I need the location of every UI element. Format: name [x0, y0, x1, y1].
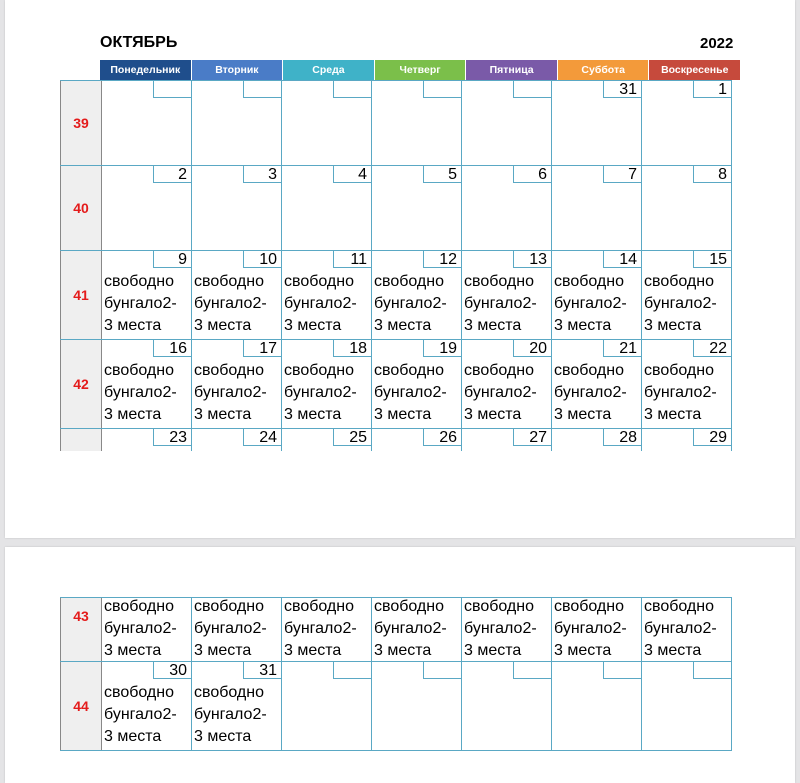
day-cell[interactable]	[462, 251, 552, 339]
availability-note: свободно бунгало2- 3 места	[284, 273, 357, 334]
day-number: 7	[603, 166, 641, 183]
day-cell[interactable]	[102, 662, 192, 750]
availability-note: свободно бунгало2- 3 места	[374, 273, 447, 334]
availability-note: свободно бунгало2- 3 места	[374, 362, 447, 423]
day-cell[interactable]	[372, 166, 462, 250]
day-number	[333, 81, 371, 98]
day-number: 28	[603, 429, 641, 446]
day-cell[interactable]	[462, 340, 552, 428]
day-number: 21	[603, 340, 641, 357]
day-cell[interactable]	[282, 251, 372, 339]
availability-note: свободно бунгало2- 3 места	[104, 273, 177, 334]
availability-note: свободно бунгало2- 3 места	[104, 684, 177, 745]
day-cell[interactable]	[372, 81, 462, 165]
availability-note: свободно бунгало2- 3 места	[464, 273, 537, 334]
day-number	[243, 81, 281, 98]
availability-note: свободно бунгало2- 3 места	[194, 362, 267, 423]
day-number: 6	[513, 166, 551, 183]
day-number	[423, 81, 461, 98]
availability-note: свободно бунгало2- 3 места	[554, 598, 627, 659]
weekday-header-cell: Среда	[282, 60, 374, 80]
availability-note: свободно бунгало2- 3 места	[644, 362, 717, 423]
day-cell[interactable]	[552, 340, 642, 428]
day-cell[interactable]	[462, 662, 552, 750]
day-cell[interactable]	[192, 251, 282, 339]
availability-note: свободно бунгало2- 3 места	[554, 362, 627, 423]
day-cell[interactable]	[192, 662, 282, 750]
week-row	[60, 165, 732, 250]
day-number: 5	[423, 166, 461, 183]
day-number: 31	[243, 662, 281, 679]
day-cell[interactable]	[462, 81, 552, 165]
week-number-cell	[60, 598, 102, 661]
availability-note: свободно бунгало2- 3 места	[464, 598, 537, 659]
weekday-header-cell: Четверг	[374, 60, 466, 80]
day-cell[interactable]	[642, 662, 732, 750]
year-title: 2022	[700, 35, 734, 52]
weekday-header-cell: Воскресенье	[648, 60, 740, 80]
day-number: 11	[333, 251, 371, 268]
availability-note: свободно бунгало2- 3 места	[464, 362, 537, 423]
calendar-page-2	[5, 547, 795, 783]
availability-note: свободно бунгало2- 3 места	[374, 598, 447, 659]
day-number: 15	[693, 251, 731, 268]
day-cell[interactable]	[102, 81, 192, 165]
week-number-cell	[60, 340, 102, 428]
availability-note: свободно бунгало2- 3 места	[194, 684, 267, 745]
day-cell[interactable]	[192, 81, 282, 165]
day-number: 29	[693, 429, 731, 446]
day-number: 10	[243, 251, 281, 268]
week-row	[60, 339, 732, 428]
week-number-cell	[60, 166, 102, 250]
availability-note: свободно бунгало2- 3 места	[554, 273, 627, 334]
day-cell[interactable]	[462, 598, 552, 661]
day-number: 18	[333, 340, 371, 357]
day-number	[513, 81, 551, 98]
week-number: 39	[73, 115, 89, 131]
day-cell[interactable]	[192, 166, 282, 250]
day-cell[interactable]	[372, 662, 462, 750]
day-cell[interactable]	[372, 340, 462, 428]
availability-note: свободно бунгало2- 3 места	[284, 598, 357, 659]
week-number: 41	[73, 287, 89, 303]
availability-note: свободно бунгало2- 3 места	[104, 598, 177, 659]
day-number: 20	[513, 340, 551, 357]
day-cell[interactable]	[462, 429, 552, 451]
day-number: 17	[243, 340, 281, 357]
day-cell[interactable]	[642, 429, 732, 451]
week-row	[60, 80, 732, 165]
calendar-grid-bottom	[60, 597, 732, 751]
availability-note: свободно бунгало2- 3 места	[194, 273, 267, 334]
week-row	[60, 597, 732, 661]
day-cell[interactable]	[552, 429, 642, 451]
day-cell[interactable]	[552, 662, 642, 750]
day-cell[interactable]	[372, 429, 462, 451]
day-cell[interactable]	[552, 81, 642, 165]
day-number	[513, 662, 551, 679]
day-cell[interactable]	[372, 598, 462, 661]
day-cell[interactable]	[192, 340, 282, 428]
day-number	[693, 662, 731, 679]
day-number	[423, 662, 461, 679]
day-cell[interactable]	[282, 81, 372, 165]
day-number: 16	[153, 340, 191, 357]
day-cell[interactable]	[192, 598, 282, 661]
day-number: 8	[693, 166, 731, 183]
day-number	[333, 662, 371, 679]
day-cell[interactable]	[372, 251, 462, 339]
weekday-header	[100, 60, 740, 80]
calendar-page-1	[5, 0, 795, 538]
day-number: 12	[423, 251, 461, 268]
day-cell[interactable]	[552, 251, 642, 339]
day-cell[interactable]	[462, 166, 552, 250]
day-number: 19	[423, 340, 461, 357]
day-number: 2	[153, 166, 191, 183]
day-number: 27	[513, 429, 551, 446]
day-number: 9	[153, 251, 191, 268]
week-row	[60, 428, 732, 451]
week-number: 42	[73, 376, 89, 392]
day-number: 4	[333, 166, 371, 183]
day-number	[603, 662, 641, 679]
day-number: 14	[603, 251, 641, 268]
day-cell[interactable]	[102, 429, 192, 451]
availability-note: свободно бунгало2- 3 места	[194, 598, 267, 659]
day-cell[interactable]	[282, 429, 372, 451]
day-cell[interactable]	[282, 662, 372, 750]
day-number: 22	[693, 340, 731, 357]
day-cell[interactable]	[552, 166, 642, 250]
day-cell[interactable]	[642, 81, 732, 165]
week-row	[60, 661, 732, 751]
week-number-cell	[60, 662, 102, 750]
day-cell[interactable]	[282, 340, 372, 428]
weekday-header-cell: Вторник	[191, 60, 283, 80]
weekday-header-cell: Суббота	[557, 60, 649, 80]
day-cell[interactable]	[642, 598, 732, 661]
day-cell[interactable]	[642, 251, 732, 339]
day-cell[interactable]	[642, 166, 732, 250]
weekday-header-cell: Пятница	[465, 60, 557, 80]
day-number: 1	[693, 81, 731, 98]
day-number: 31	[603, 81, 641, 98]
day-number: 24	[243, 429, 281, 446]
month-title: ОКТЯБРЬ	[100, 34, 178, 51]
day-number: 30	[153, 662, 191, 679]
day-number: 26	[423, 429, 461, 446]
day-cell[interactable]	[192, 429, 282, 451]
day-cell[interactable]	[102, 340, 192, 428]
day-cell[interactable]	[102, 598, 192, 661]
day-number: 25	[333, 429, 371, 446]
week-number: 44	[73, 698, 89, 714]
day-cell[interactable]	[282, 598, 372, 661]
availability-note: свободно бунгало2- 3 места	[644, 273, 717, 334]
day-cell[interactable]	[102, 251, 192, 339]
week-number: 40	[73, 200, 89, 216]
week-number-cell	[60, 251, 102, 339]
day-number	[153, 81, 191, 98]
day-number: 13	[513, 251, 551, 268]
day-number: 23	[153, 429, 191, 446]
week-row	[60, 250, 732, 339]
availability-note: свободно бунгало2- 3 места	[104, 362, 177, 423]
day-cell[interactable]	[102, 166, 192, 250]
day-cell[interactable]	[642, 340, 732, 428]
day-cell[interactable]	[282, 166, 372, 250]
weekday-header-cell: Понедельник	[100, 60, 191, 80]
day-number: 3	[243, 166, 281, 183]
week-number-cell	[60, 429, 102, 451]
availability-note: свободно бунгало2- 3 места	[644, 598, 717, 659]
week-number-cell	[60, 81, 102, 165]
day-cell[interactable]	[552, 598, 642, 661]
week-number: 43	[73, 608, 89, 624]
calendar-grid-top	[60, 80, 732, 451]
availability-note: свободно бунгало2- 3 места	[284, 362, 357, 423]
